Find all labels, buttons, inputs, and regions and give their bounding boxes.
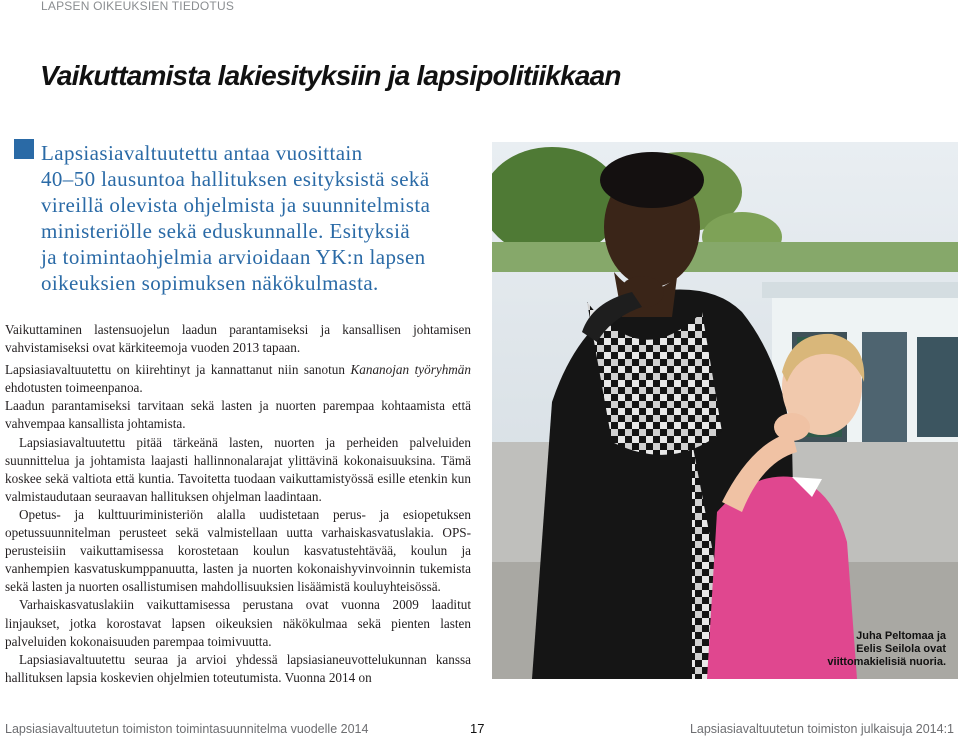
body-text bbox=[5, 321, 471, 687]
body-text-run: Varhaiskasvatuslakiin vaikuttamisessa perustana ovat vuonna 2009 laaditut linjaukset, jotka korostavat lapsen oikeuksien näkökulmaa sekä pienten lasten palveluiden kokonaisuuden parempaa toimivuutta. bbox=[5, 597, 471, 649]
running-head: LAPSEN OIKEUKSIEN TIEDOTUS bbox=[41, 0, 235, 13]
caption-line: Juha Peltomaa ja bbox=[856, 630, 946, 642]
body-paragraph bbox=[5, 506, 471, 596]
body-emphasis: Kananojan työryhmän bbox=[350, 362, 471, 378]
body-paragraph bbox=[5, 361, 471, 397]
body-text-run: Lapsiasiavaltuutettu seuraa ja arvioi yhdessä lapsiasianeuvottelukunnan kanssa hallituksen lapsia koskevien ohjelmien toteutumista. Vuonna 2014 on bbox=[5, 651, 471, 685]
lead-line: Lapsiasiavaltuutettu antaa vuosittain bbox=[41, 141, 363, 165]
page-title: Vaikuttamista lakiesityksiin ja lapsipolitiikkaan bbox=[40, 60, 621, 91]
body-paragraph bbox=[5, 596, 471, 650]
body-text-run: Lapsiasiavaltuutettu on kiirehtinyt ja kannattanut niin sanotun bbox=[5, 362, 351, 378]
photo-illustration bbox=[492, 142, 958, 679]
footer-publication-title: Lapsiasiavaltuutetun toimiston toimintasuunnitelma vuodelle 2014 bbox=[5, 722, 369, 736]
body-text-run: Lapsiasiavaltuutettu pitää tärkeänä lasten, nuorten ja perheiden palveluiden suunnittelua ja johtamista laajasti hallinnonalarajat ylittävinä kokonaisuuksina. Tämä koskee sekä valtiota että kuntia. Tavoitetta tuodaan vaikuttamistyössä esille etenkin kun valmistaudutaan seuraavan hallituksen ohjelman laadintaan. bbox=[5, 434, 471, 504]
photo-two-boys bbox=[492, 142, 958, 679]
body-paragraph: Laadun parantamiseksi tarvitaan sekä lasten ja nuorten parempaa kohtaamista että vahvempaa kansallista johtamista. bbox=[5, 398, 471, 432]
lead-line: ministeriölle sekä eduskunnalle. Esityksiä bbox=[41, 219, 411, 243]
caption-line: Eelis Seilola ovat bbox=[856, 643, 946, 655]
lead-marker-square bbox=[14, 139, 34, 159]
body-paragraph bbox=[5, 434, 471, 506]
footer-series-title: Lapsiasiavaltuutetun toimiston julkaisuja 2014:1 bbox=[689, 722, 954, 736]
lead-line: vireillä olevista ohjelmista ja suunnitelmista bbox=[41, 193, 431, 217]
body-paragraph: Vaikuttaminen lastensuojelun laadun parantamiseksi ja kansallisen johtamisen vahvistamiseksi ovat kärkiteemoja vuoden 2013 tapaan. bbox=[5, 322, 471, 356]
photo-caption bbox=[827, 630, 946, 669]
lead-line: 40–50 lausuntoa hallituksen esityksistä sekä bbox=[41, 167, 430, 191]
lead-line: oikeuksien sopimuksen näkökulmasta. bbox=[41, 271, 379, 295]
caption-line: viittomakielisiä nuoria. bbox=[827, 656, 946, 668]
page-number: 17 bbox=[470, 721, 485, 736]
lead-paragraph bbox=[41, 140, 481, 296]
body-text-run: Opetus- ja kulttuuriministeriön alalla uudistetaan perus- ja esiopetuksen opetussuunnitelman perusteet sekä valmistellaan uutta varhaiskasvatuslakia. OPS-perusteisiin vaikuttamisessa korostetaan koulun kasvatustehtävää, koulun ja vanhempien kasvatuskumppanuutta, lasten ja nuorten kokonaishyvinvoinnin tukemista sekä lasten ja nuorten osallistumisen mahdollisuuksien lisäämistä kouluyhteisössä. bbox=[5, 506, 471, 595]
lead-line: ja toimintaohjelmia arvioidaan YK:n lapsen bbox=[41, 245, 426, 269]
body-text-run: ehdotusten toimeenpanoa. bbox=[5, 380, 143, 396]
body-paragraph bbox=[5, 651, 471, 687]
